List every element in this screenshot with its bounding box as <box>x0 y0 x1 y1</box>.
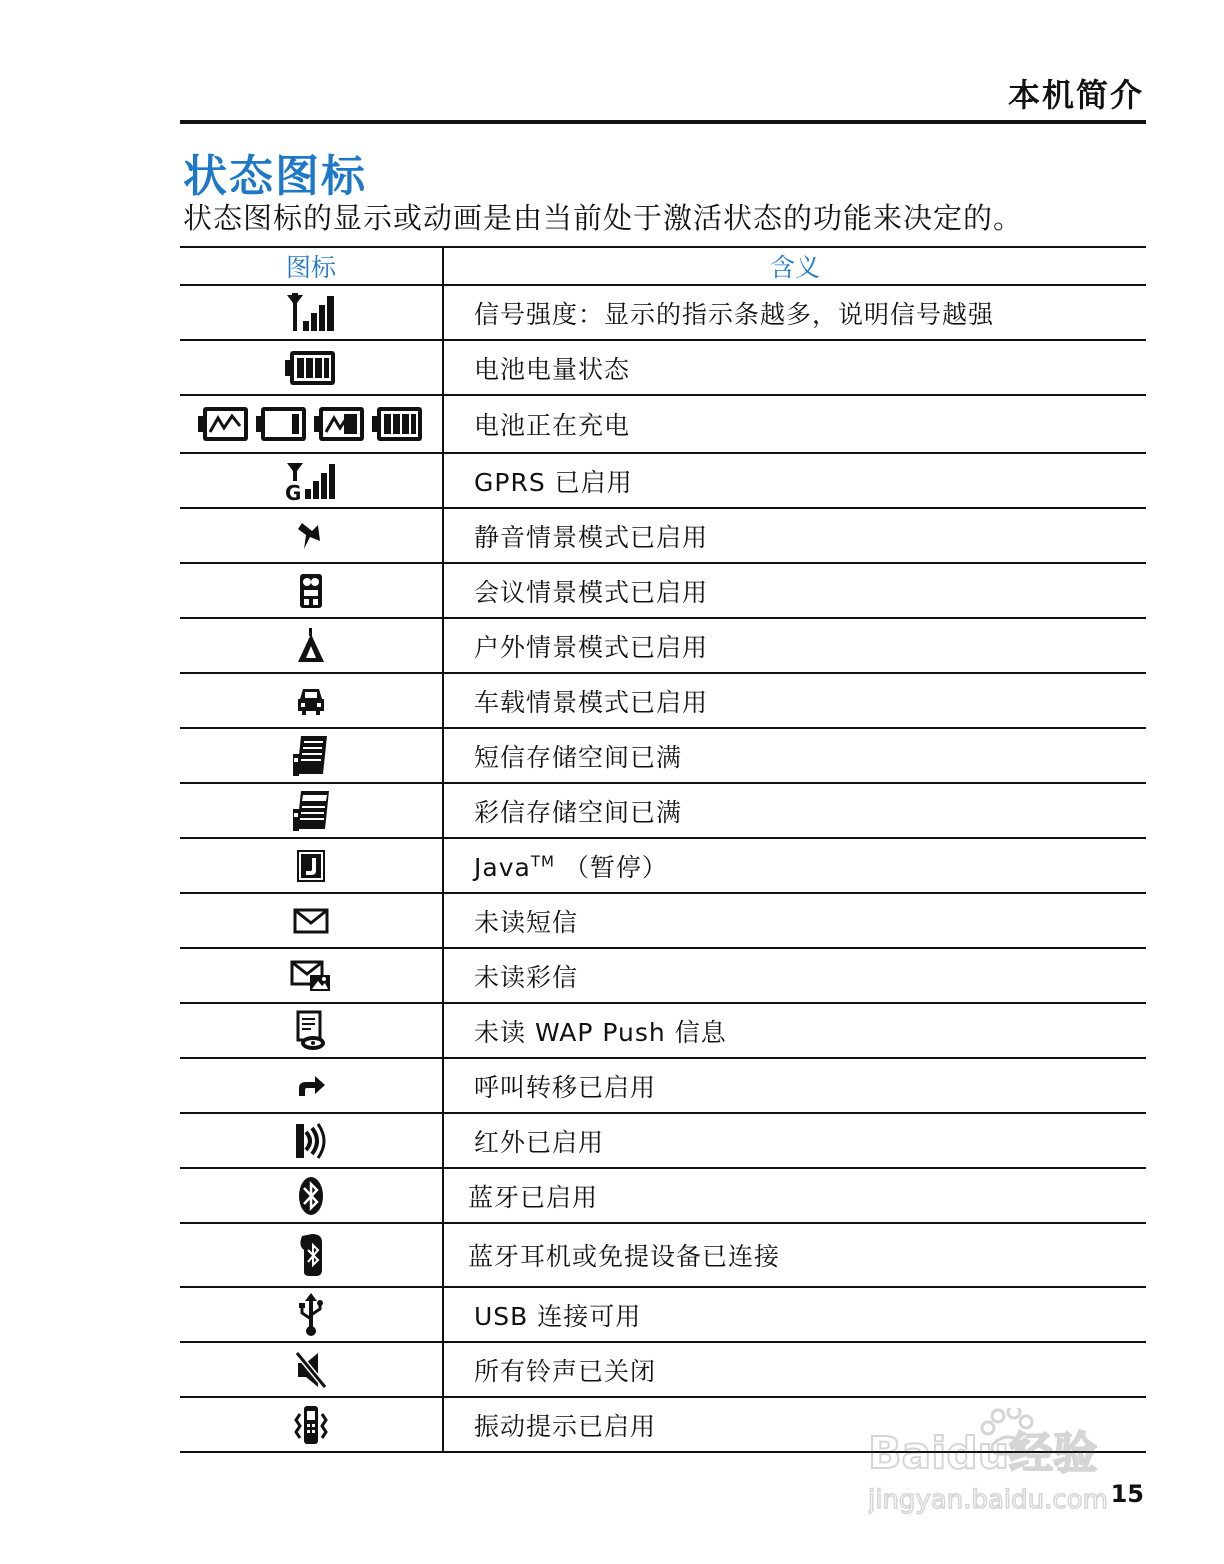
meaning-text: 红外已启用 <box>443 1113 1146 1168</box>
battery-charging-icon <box>198 414 424 433</box>
outdoor-profile-icon <box>296 635 326 654</box>
call-forward-icon <box>295 1075 327 1094</box>
unread-mms-icon <box>290 965 332 984</box>
meaning-text: 未读彩信 <box>443 948 1146 1003</box>
meaning-text: GPRS 已启用 <box>443 453 1146 508</box>
table-row <box>180 1223 1146 1287</box>
table-header-row <box>180 247 1146 285</box>
table-row <box>180 783 1146 838</box>
mms-full-icon <box>291 800 331 819</box>
meaning-text: 会议情景模式已启用 <box>443 563 1146 618</box>
table-row <box>180 1342 1146 1397</box>
meaning-text: 户外情景模式已启用 <box>443 618 1146 673</box>
table-row <box>180 728 1146 783</box>
svg-text:G: G <box>285 480 302 501</box>
column-header-meaning: 含义 <box>443 247 1146 285</box>
meaning-text: 电池正在充电 <box>443 395 1146 453</box>
meaning-text: 未读 WAP Push 信息 <box>443 1003 1146 1058</box>
table-row <box>180 1287 1146 1342</box>
section-title: 状态图标 <box>183 151 367 202</box>
table-row <box>180 1113 1146 1168</box>
status-icons-table <box>180 246 1146 1453</box>
table-row <box>180 340 1146 395</box>
table-row <box>180 673 1146 728</box>
java-paused-label: （暂停） <box>554 852 668 882</box>
table-row <box>180 893 1146 948</box>
meaning-text: 信号强度：显示的指示条越多，说明信号越强 <box>443 285 1146 340</box>
sms-full-icon <box>291 745 331 764</box>
meaning-text: 电池电量状态 <box>443 340 1146 395</box>
vibrate-icon <box>291 1414 331 1433</box>
page-number: 15 <box>1110 1480 1144 1508</box>
header-title: 本机简介 <box>1007 76 1144 114</box>
section-intro: 状态图标的显示或动画是由当前处于激活状态的功能来决定的。 <box>183 201 1024 235</box>
signal-strength-icon <box>285 302 337 321</box>
table-row <box>180 508 1146 563</box>
unread-sms-icon <box>293 910 329 929</box>
meaning-text: 彩信存储空间已满 <box>443 783 1146 838</box>
gprs-icon <box>285 470 337 501</box>
ringer-off-icon <box>294 1359 328 1378</box>
battery-level-icon <box>285 357 337 376</box>
meaning-text: 呼叫转移已启用 <box>443 1058 1146 1113</box>
usb-icon <box>296 1304 326 1323</box>
meaning-text: 短信存储空间已满 <box>443 728 1146 783</box>
java-label: Java <box>474 852 531 882</box>
bluetooth-icon <box>297 1185 325 1204</box>
meeting-profile-icon <box>296 580 326 599</box>
trademark-sup: TM <box>530 852 555 871</box>
meaning-text: USB 连接可用 <box>443 1287 1146 1342</box>
meaning-text: 蓝牙耳机或免提设备已连接 <box>443 1223 1146 1287</box>
table-row <box>180 285 1146 340</box>
meaning-text: 所有铃声已关闭 <box>443 1342 1146 1397</box>
bluetooth-headset-icon <box>296 1245 326 1264</box>
meaning-text <box>443 838 1146 893</box>
table-row <box>180 395 1146 453</box>
car-profile-icon <box>296 690 326 709</box>
table-row <box>180 948 1146 1003</box>
meaning-text: 蓝牙已启用 <box>443 1168 1146 1223</box>
column-header-icon: 图标 <box>180 247 443 285</box>
table-row <box>180 618 1146 673</box>
table-row <box>180 563 1146 618</box>
infrared-icon <box>294 1130 328 1149</box>
meaning-text: 未读短信 <box>443 893 1146 948</box>
table-row <box>180 1003 1146 1058</box>
meaning-text: 车载情景模式已启用 <box>443 673 1146 728</box>
watermark-brand: Baidu经验 <box>868 1428 1098 1479</box>
table-row <box>180 453 1146 508</box>
meaning-text: 振动提示已启用 <box>443 1397 1146 1452</box>
baidu-watermark-logo <box>868 1408 1158 1518</box>
meaning-text: 静音情景模式已启用 <box>443 508 1146 563</box>
table-row <box>180 838 1146 893</box>
java-paused-icon <box>297 855 325 874</box>
silent-profile-icon <box>296 525 326 544</box>
watermark-url: jingyan.baidu.com <box>868 1485 1108 1515</box>
header-rule <box>180 120 1146 124</box>
wap-push-icon <box>295 1020 327 1039</box>
table-row <box>180 1058 1146 1113</box>
table-row <box>180 1168 1146 1223</box>
